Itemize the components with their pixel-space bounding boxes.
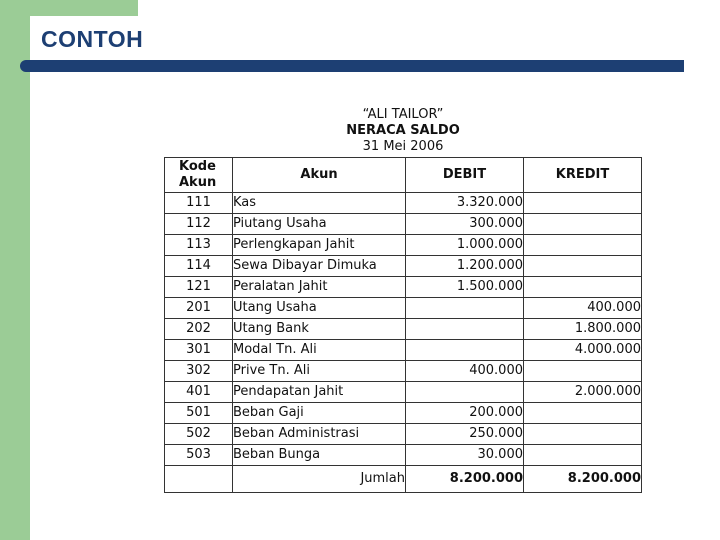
- table-row: [165, 319, 642, 340]
- table-row: [165, 382, 642, 403]
- table-row: [165, 277, 642, 298]
- header-debit: DEBIT: [406, 158, 524, 193]
- account-code-cell: 503: [165, 445, 233, 466]
- header-kode-line2: Akun: [179, 175, 217, 190]
- debit-cell: [406, 319, 524, 340]
- account-name-cell: Perlengkapan Jahit: [233, 235, 406, 256]
- kredit-cell: 4.000.000: [524, 340, 642, 361]
- header-kredit: KREDIT: [524, 158, 642, 193]
- total-row: [165, 466, 642, 493]
- debit-cell: 1.500.000: [406, 277, 524, 298]
- kredit-cell: [524, 403, 642, 424]
- debit-cell: [406, 340, 524, 361]
- account-name-cell: Prive Tn. Ali: [233, 361, 406, 382]
- table-header-row: [165, 158, 642, 193]
- trial-balance-table: [164, 157, 642, 493]
- debit-cell: 1.000.000: [406, 235, 524, 256]
- table-row: [165, 403, 642, 424]
- account-code-cell: 111: [165, 193, 233, 214]
- table-row: [165, 256, 642, 277]
- kredit-cell: [524, 193, 642, 214]
- title-underline-bar: [20, 60, 684, 72]
- account-code-cell: 301: [165, 340, 233, 361]
- table-row: [165, 214, 642, 235]
- kredit-cell: [524, 256, 642, 277]
- left-decorative-band: [0, 0, 30, 540]
- company-name: “ALI TAILOR”: [362, 107, 444, 122]
- total-kredit: 8.200.000: [524, 466, 642, 493]
- account-code-cell: 113: [165, 235, 233, 256]
- debit-cell: 30.000: [406, 445, 524, 466]
- account-name-cell: Kas: [233, 193, 406, 214]
- table-row: [165, 424, 642, 445]
- account-name-cell: Utang Usaha: [233, 298, 406, 319]
- report-date: 31 Mei 2006: [362, 139, 444, 154]
- account-code-cell: 114: [165, 256, 233, 277]
- debit-cell: 1.200.000: [406, 256, 524, 277]
- debit-cell: 200.000: [406, 403, 524, 424]
- account-name-cell: Beban Administrasi: [233, 424, 406, 445]
- report-name: NERACA SALDO: [346, 123, 460, 138]
- kredit-cell: [524, 214, 642, 235]
- account-code-cell: 202: [165, 319, 233, 340]
- account-code-cell: 501: [165, 403, 233, 424]
- header-akun: Akun: [233, 158, 406, 193]
- header-kode-akun: [165, 158, 233, 193]
- total-empty-cell: [165, 466, 233, 493]
- kredit-cell: [524, 361, 642, 382]
- debit-cell: [406, 298, 524, 319]
- kredit-cell: [524, 424, 642, 445]
- total-debit: 8.200.000: [406, 466, 524, 493]
- account-name-cell: Beban Gaji: [233, 403, 406, 424]
- table-row: [165, 340, 642, 361]
- debit-cell: 300.000: [406, 214, 524, 235]
- debit-cell: 400.000: [406, 361, 524, 382]
- top-decorative-band: [30, 0, 138, 16]
- account-code-cell: 112: [165, 214, 233, 235]
- account-name-cell: Sewa Dibayar Dimuka: [233, 256, 406, 277]
- total-label: Jumlah: [233, 466, 406, 493]
- debit-cell: 250.000: [406, 424, 524, 445]
- table-row: [165, 235, 642, 256]
- table-row: [165, 445, 642, 466]
- kredit-cell: [524, 445, 642, 466]
- table-body: [165, 193, 642, 466]
- kredit-cell: 1.800.000: [524, 319, 642, 340]
- kredit-cell: [524, 277, 642, 298]
- slide-title: CONTOH: [41, 26, 144, 52]
- account-name-cell: Peralatan Jahit: [233, 277, 406, 298]
- account-code-cell: 502: [165, 424, 233, 445]
- account-name-cell: Pendapatan Jahit: [233, 382, 406, 403]
- kredit-cell: 400.000: [524, 298, 642, 319]
- account-code-cell: 121: [165, 277, 233, 298]
- table-row: [165, 361, 642, 382]
- debit-cell: [406, 382, 524, 403]
- table-row: [165, 193, 642, 214]
- account-name-cell: Utang Bank: [233, 319, 406, 340]
- table-row: [165, 298, 642, 319]
- header-kode-line1: Kode: [179, 159, 216, 174]
- account-name-cell: Modal Tn. Ali: [233, 340, 406, 361]
- kredit-cell: [524, 235, 642, 256]
- account-name-cell: Beban Bunga: [233, 445, 406, 466]
- account-code-cell: 401: [165, 382, 233, 403]
- document-header: [300, 107, 506, 155]
- debit-cell: 3.320.000: [406, 193, 524, 214]
- account-code-cell: 201: [165, 298, 233, 319]
- account-name-cell: Piutang Usaha: [233, 214, 406, 235]
- kredit-cell: 2.000.000: [524, 382, 642, 403]
- account-code-cell: 302: [165, 361, 233, 382]
